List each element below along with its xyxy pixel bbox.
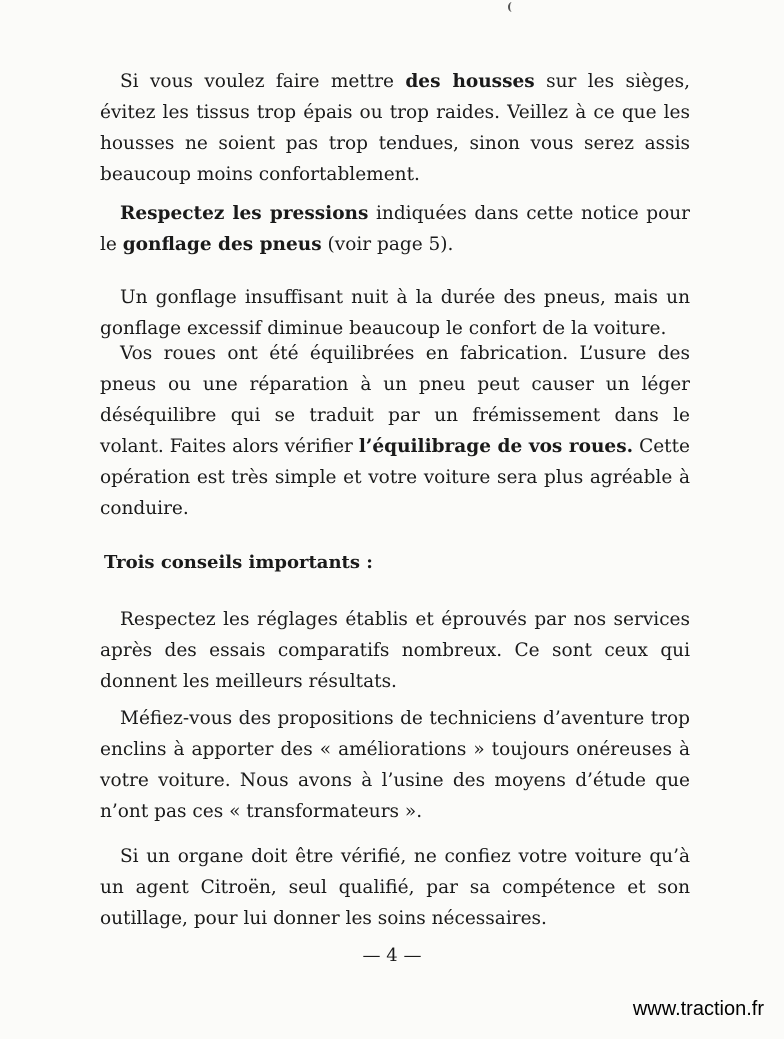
paragraph-text: Si vous voulez faire mettre xyxy=(120,71,406,92)
bold-text: l’équilibrage de vos roues. xyxy=(358,436,634,457)
paragraph-text: Si un organe doit être vérifié, ne confiez votre voiture qu’à un agent Citroën, seul qualifié, par sa compétence et son outillage, pour lui donner les soins nécessaires. xyxy=(100,846,690,929)
paragraph-techniciens xyxy=(100,703,690,827)
paragraph-gonflage xyxy=(100,282,690,344)
paragraph-text: Vos roues ont été équilibrées en fabrication. L’usure des pneus ou une réparation à un pneu peut causer un léger déséquilibre qui se traduit par un frémissement dans le volant. Faites alors vérifier xyxy=(100,343,690,457)
paragraph-text: sur les sièges, évitez les tissus trop épais ou trop raides. Veillez à ce que les housses ne soient pas trop tendues, sinon vous serez assis beaucoup moins confortablement. xyxy=(100,71,690,185)
paragraph-text: indiquées dans cette notice pour le xyxy=(100,203,690,255)
page-number: — 4 — xyxy=(362,945,422,966)
website-watermark: www.traction.fr xyxy=(632,998,764,1020)
paragraph-text: Cette opération est très simple et votre voiture sera plus agréable à conduire. xyxy=(100,436,690,519)
bold-text: gonflage des pneus xyxy=(122,234,322,255)
paragraph-reglages xyxy=(100,604,690,697)
paragraph-text: Respectez les réglages établis et éprouvés par nos services après des essais comparatifs nombreux. Ce sont ceux qui donnent les meilleurs résultats. xyxy=(100,609,690,692)
paragraph-pressions xyxy=(100,198,690,260)
paragraph-text: (voir page 5). xyxy=(321,234,454,255)
paragraph-text: Méfiez-vous des propositions de techniciens d’aventure trop enclins à apporter des « améliorations » toujours onéreuses à votre voiture. Nous avons à l’usine des moyens d’étude que n’ont pas ces « transformateurs ». xyxy=(100,708,690,822)
bold-text: des housses xyxy=(405,71,535,92)
section-heading: Trois conseils importants : xyxy=(104,552,373,573)
paragraph-housses xyxy=(100,66,690,190)
paragraph-text: Un gonflage insuffisant nuit à la durée des pneus, mais un gonflage excessif diminue beaucoup le confort de la voiture. xyxy=(100,287,690,339)
paragraph-agent-citroen xyxy=(100,841,690,934)
bold-text: Respectez les pressions xyxy=(120,203,369,224)
paragraph-equilibrage xyxy=(100,338,690,524)
scan-mark xyxy=(508,2,516,12)
